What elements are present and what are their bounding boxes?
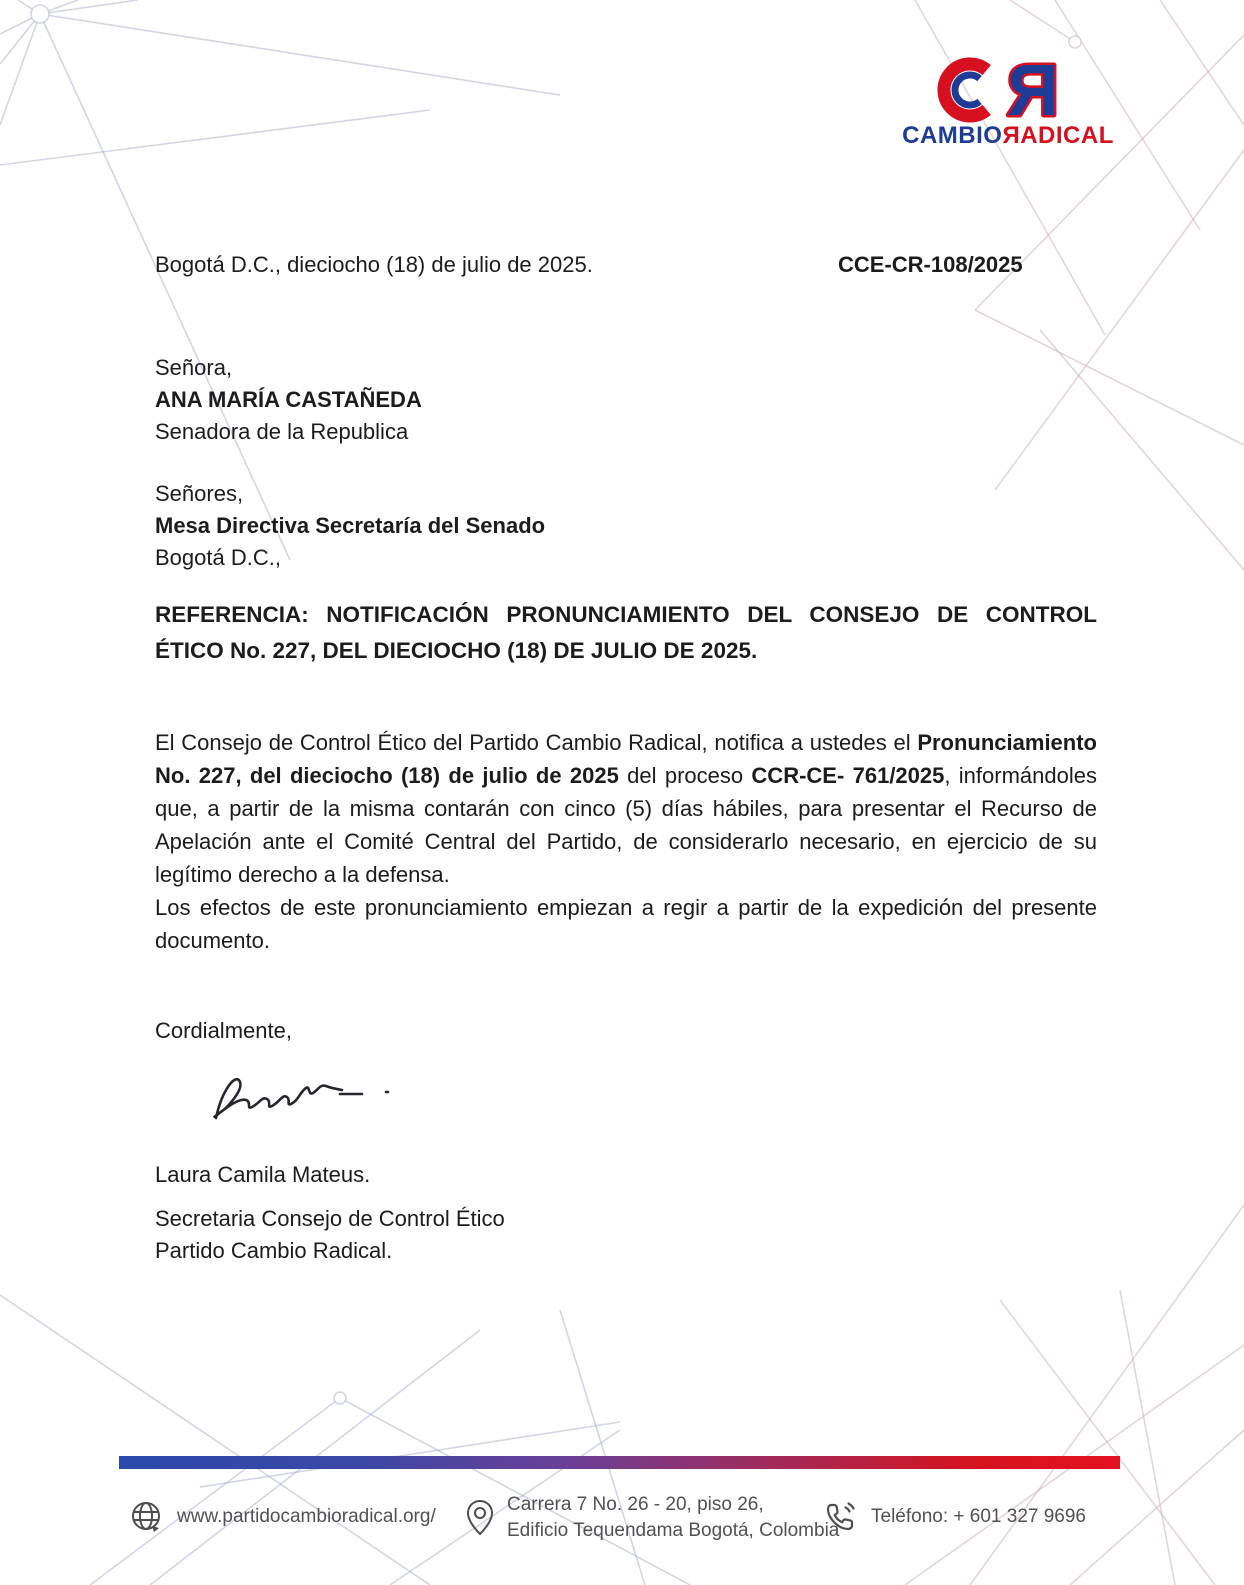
p1-bold-case-number: CCR-CE- 761/2025	[751, 763, 945, 788]
address-line-1: Carrera 7 No. 26 - 20, piso 26,	[507, 1494, 764, 1515]
cr-logo-icon	[880, 50, 1130, 130]
p1-text: , informándoles que, a partir de la misma contarán con cinco (5) días hábiles, para presentar el Recurso de Apelación ante el Comité Central del Partido, de considerarlo necesario, en ejercicio de su legítimo derecho a la defensa.	[155, 763, 1097, 887]
valediction: Cordialmente,	[155, 1018, 292, 1043]
wordmark-radical: ЯADICAL	[1002, 122, 1114, 149]
reference-heading: REFERENCIA: NOTIFICACIÓN PRONUNCIAMIENTO DEL CONSEJO DE CONTROL ÉTICO No. 227, DEL DIECIOCHO (18) DE JULIO DE 2025.	[155, 602, 1097, 663]
logo-wordmark	[888, 122, 1128, 150]
recipient2-name: Mesa Directiva Secretaría del Senado	[155, 513, 546, 538]
recipient2-salutation: Señores,	[155, 481, 244, 506]
body-paragraph-2: Los efectos de este pronunciamiento empiezan a regir a partir de la expedición del presente documento.	[155, 895, 1097, 953]
recipient2-city: Bogotá D.C.,	[155, 545, 281, 570]
p1-text: El Consejo de Control Ético del Partido Cambio Radical, notifica a ustedes el	[155, 730, 918, 755]
wordmark-cambio: CAMBIO	[902, 122, 1003, 149]
signature-image	[200, 1060, 420, 1130]
p1-text: del proceso	[618, 763, 752, 788]
signer-title-line2: Partido Cambio Radical.	[155, 1238, 393, 1263]
phone-text: Teléfono: + 601 327 9696	[871, 1506, 1086, 1527]
signer-title-block	[155, 1203, 505, 1267]
recipient-primary-block	[155, 352, 422, 448]
website-url[interactable]: www.partidocambioradical.org/	[177, 1506, 436, 1527]
footer-address	[466, 1492, 839, 1544]
location-pin-icon	[466, 1498, 494, 1538]
recipient-salutation: Señora,	[155, 355, 233, 380]
date-row	[155, 252, 1095, 278]
cambio-radical-logo	[880, 50, 1130, 160]
address-line-2: Edificio Tequendama Bogotá, Colombia	[507, 1520, 840, 1541]
mirrored-r-glyph: Я	[1007, 51, 1059, 130]
signer-name: Laura Camila Mateus.	[155, 1162, 371, 1187]
globe-icon	[128, 1499, 164, 1535]
signer-title-line1: Secretaria Consejo de Control Ético	[155, 1206, 505, 1231]
recipient-name: ANA MARÍA CASTAÑEDA	[155, 387, 422, 412]
date-line: Bogotá D.C., dieciocho (18) de julio de 2025.	[155, 252, 593, 277]
p1-bold-pronouncement: Pronunciamiento No. 227, del dieciocho (18) de julio de 2025	[155, 730, 1097, 788]
recipient-title: Senadora de la Republica	[155, 419, 409, 444]
footer-website[interactable]	[128, 1499, 436, 1535]
phone-icon	[822, 1499, 858, 1535]
body-paragraph-1	[155, 726, 1097, 891]
address-text	[507, 1492, 839, 1544]
recipient-secondary-block	[155, 478, 545, 574]
footer-gradient-divider	[119, 1456, 1120, 1469]
footer-phone	[822, 1499, 1086, 1535]
reference-code: CCE-CR-108/2025	[838, 252, 1023, 277]
